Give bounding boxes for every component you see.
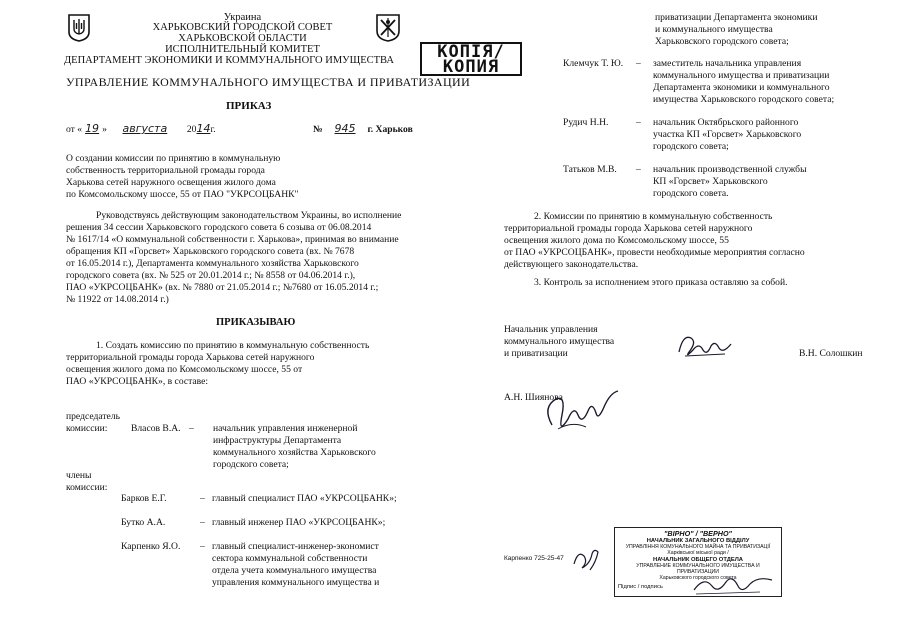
member-name: Бутко А.А.: [121, 517, 166, 528]
date-month: августа: [122, 122, 168, 135]
item-1-line: территориальной громады города Харькова сетей наружного: [66, 352, 315, 363]
chair-label-line: председатель: [66, 411, 120, 422]
number-sign: №: [313, 124, 323, 135]
order-word: ПРИКАЗЫВАЮ: [216, 317, 296, 328]
order-date: от « 19 » августа 2014г.: [66, 122, 216, 135]
item-1: [66, 340, 429, 388]
member-role: [653, 117, 801, 153]
chair-role-line: коммунального хозяйства Харьковского: [213, 447, 376, 458]
executor-initials: [570, 544, 602, 574]
date-year: 14: [196, 122, 211, 135]
chair-role-line: инфраструктуры Департамента: [213, 435, 342, 446]
members-label-line: комиссии:: [66, 482, 108, 493]
date-year-prefix: 20: [186, 124, 197, 135]
preamble-line: городского совета (вх. № 525 от 20.01.2014 г.; № 8558 от 04.06.2014 г.),: [66, 270, 356, 281]
director-signature: [675, 330, 735, 362]
member-role: [212, 541, 379, 589]
member-dash: –: [636, 58, 641, 69]
chair-label-line: комиссии:: [66, 423, 108, 434]
chair-label: [66, 411, 120, 435]
continuation-line: приватизации Департамента экономики: [655, 12, 818, 23]
member-role-line: заместитель начальника управления: [653, 58, 802, 69]
copy-stamp-line1: КОПІЯ/: [437, 42, 505, 62]
item-1-line: ПАО «УКРСОЦБАНК», в составе:: [66, 376, 209, 387]
date-suffix: г.: [210, 124, 216, 135]
order-number: [313, 123, 413, 136]
signatory-name: В.Н. Солошкин: [799, 348, 863, 359]
signatory-position-line: и приватизации: [504, 348, 568, 359]
item-2-line: от ПАО «УКРСОЦБАНК», провести необходимые мероприятия согласно: [504, 247, 805, 258]
item-1-line: освещения жилого дома по Комсомольскому шоссе, 55 от: [66, 364, 303, 375]
member-dash: –: [200, 493, 205, 504]
verno-line: УПРАВЛЕНИЕ КОММУНАЛЬНОГО ИМУЩЕСТВА И ПРИВАТИЗАЦИИ: [636, 562, 760, 576]
verno-line: УПРАВЛІННЯ КОМУНАЛЬНОГО МАЙНА ТА ПРИВАТИЗАЦІЇ: [625, 544, 771, 551]
date-prefix: от «: [66, 124, 83, 135]
copy-stamp-line2: КОПИЯ: [442, 57, 500, 77]
item-2-line: территориальной громады города Харькова сетей наружного: [504, 223, 753, 234]
item-2-line: действующего законодательства.: [504, 259, 639, 270]
header-country: Украина: [223, 12, 262, 23]
preamble-line: № 1617/14 «О коммунальной собственности г. Харькова», принимая во внимание: [66, 234, 399, 245]
member-name: Клемчук Т. Ю.: [563, 58, 624, 69]
member-name: Рудич Н.Н.: [563, 117, 609, 128]
member-role-line: Департамента экономики и коммунального: [653, 82, 830, 93]
member-role: [653, 164, 807, 200]
item-2: [504, 211, 867, 271]
preamble-line: от 16.05.2014 г.), Департамента коммунального хозяйства Харьковского: [66, 258, 359, 269]
approval-signature: [538, 385, 624, 443]
member-name: Татьков М.В.: [563, 164, 617, 175]
member-role-line: КП «Горсвет» Харьковского: [653, 176, 768, 187]
member-role-line: участка КП «Горсвет» Харьковского: [653, 129, 802, 140]
continuation-line: Харьковского городского совета;: [655, 36, 789, 47]
subject-line: собственность территориальной громады города: [66, 165, 265, 176]
role-continuation: [655, 12, 817, 48]
approved-by: А.Н. Шиянова: [504, 392, 563, 403]
preamble-line: решения 34 сессии Харьковского городского совета 6 созыва от 06.08.2014: [66, 222, 372, 233]
chair-name: Власов В.А.: [131, 423, 181, 434]
preamble-line: ПАО «УКРСОЦБАНК» (вх. № 7880 от 21.05.2014 г.; №7680 от 16.05.2014 г.;: [66, 282, 379, 293]
member-role-line: сектора коммунальной собственности: [212, 553, 368, 564]
member-role-line: начальник Октябрьского районного: [653, 117, 799, 128]
subject-line: по Комсомольскому шоссе, 55 от ПАО "УКРСОЦБАНК": [66, 189, 299, 200]
header-council: ХАРЬКОВСКИЙ ГОРОДСКОЙ СОВЕТ: [152, 22, 333, 33]
verno-line: НАЧАЛЬНИК ОБЩЕГО ОТДЕЛА: [653, 556, 743, 563]
chair-role: [213, 423, 376, 471]
member-role: главный специалист ПАО «УКРСОЦБАНК»;: [212, 493, 397, 504]
member-role-line: начальник производственной службы: [653, 164, 807, 175]
subject-line: О создании комиссии по принятию в коммунальную: [66, 153, 281, 164]
preamble: [66, 210, 429, 306]
header-administration: УПРАВЛЕНИЕ КОММУНАЛЬНОГО ИМУЩЕСТВА И ПРИВАТИЗАЦИИ: [66, 75, 471, 89]
member-role-line: городского совета;: [653, 141, 729, 152]
item-2-line: 2. Комиссии по принятию в коммунальную собственность: [534, 211, 773, 222]
members-label: [66, 470, 107, 494]
preamble-line: Руководствуясь действующим законодательством Украины, во исполнение: [96, 210, 402, 221]
date-day: 19: [85, 122, 100, 135]
verno-signature-label: Підпис / подпись: [618, 584, 663, 591]
member-role-line: коммунального имущества и приватизации: [653, 70, 830, 81]
member-name: Карпенко Я.О.: [121, 541, 181, 552]
member-role-line: имущества Харьковского городского совета;: [653, 94, 835, 105]
chair-dash: –: [189, 423, 194, 434]
verno-signature: [690, 572, 776, 598]
item-3: 3. Контроль за исполнением этого приказа оставляю за собой.: [534, 277, 788, 288]
order-title: ПРИКАЗ: [226, 100, 272, 112]
verno-line: НАЧАЛЬНИК ЗАГАЛЬНОГО ВІДДІЛУ: [646, 538, 750, 544]
continuation-line: и коммунального имущества: [655, 24, 773, 35]
number-value: 945: [334, 122, 356, 135]
member-role-line: главный специалист-инженер-экономист: [212, 541, 379, 552]
chair-role-line: городского совета;: [213, 459, 289, 470]
member-role: [653, 58, 834, 106]
member-role-line: отдела учета коммунального имущества: [212, 565, 377, 576]
order-subject: [66, 153, 298, 201]
member-role-line: управления коммунального имущества и: [212, 577, 380, 588]
member-dash: –: [200, 541, 205, 552]
member-dash: –: [636, 164, 641, 175]
order-place: г. Харьков: [367, 124, 413, 135]
verno-title: "ВІРНО" / "ВЕРНО": [664, 529, 732, 538]
signatory-position-line: коммунального имущества: [504, 336, 615, 347]
executor-note: Карпенко 725-25-47: [504, 555, 564, 562]
subject-line: Харькова сетей наружного освещения жилого дома: [66, 177, 276, 188]
preamble-line: № 11922 от 14.08.2014 г.): [66, 294, 169, 305]
member-dash: –: [636, 117, 641, 128]
item-2-line: освещения жилого дома по Комсомольскому шоссе, 55: [504, 235, 729, 246]
chair-role-line: начальник управления инженерной: [213, 423, 358, 434]
header-department: ДЕПАРТАМЕНТ ЭКОНОМИКИ И КОММУНАЛЬНОГО ИМУЩЕСТВА: [64, 55, 394, 66]
header-oblast: ХАРЬКОВСКОЙ ОБЛАСТИ: [178, 33, 307, 44]
header-committee: ИСПОЛНИТЕЛЬНЫЙ КОМИТЕТ: [165, 44, 320, 55]
member-dash: –: [200, 517, 205, 528]
verno-line: Харьковского городского совета: [659, 575, 737, 582]
copy-stamp: [420, 42, 522, 76]
member-name: Барков Е.Г.: [121, 493, 167, 504]
members-label-line: члены: [66, 470, 92, 481]
item-1-line: 1. Создать комиссию по принятию в коммунальную собственность: [96, 340, 370, 351]
member-role-line: городского совета.: [653, 188, 729, 199]
signatory-position: [504, 324, 614, 360]
verno-line: Харківської міської ради /: [667, 550, 729, 557]
preamble-line: обращения КП «Горсвет» Харьковского городского совета (вх. № 7678: [66, 246, 355, 257]
member-role: главный инженер ПАО «УКРСОЦБАНК»;: [212, 517, 386, 528]
signatory-position-line: Начальник управления: [504, 324, 598, 335]
